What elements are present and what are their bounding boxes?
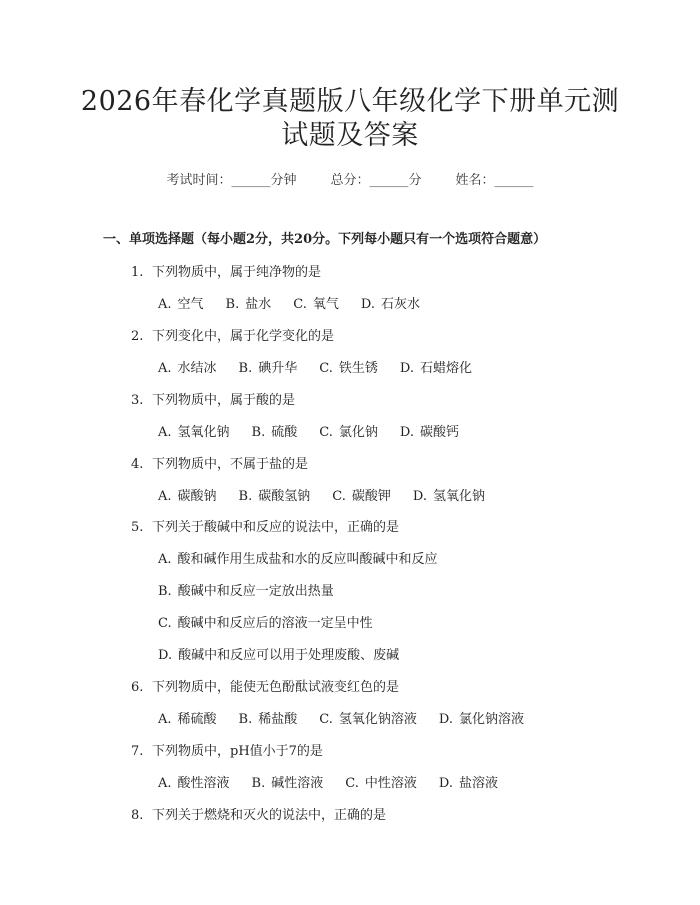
exam-name: 姓名：______	[455, 173, 534, 188]
option-a: A. 氢氧化钠	[158, 425, 230, 440]
question-text: 下列关于酸碱中和反应的说法中，正确的是	[152, 520, 400, 535]
option-b: B. 稀盐酸	[238, 712, 298, 727]
question-5-option-c: C. 酸碱中和反应后的溶液一定呈中性	[158, 616, 373, 631]
option-b: B. 盐水	[225, 297, 272, 312]
exam-score: 总分：______分	[330, 173, 422, 188]
question-5-option-b: B. 酸碱中和反应一定放出热量	[158, 584, 334, 599]
question-5-option-d: D. 酸碱中和反应可以用于处理废酸、废碱	[158, 648, 400, 663]
question-number: 5.	[131, 520, 144, 535]
question-text: 下列物质中，属于纯净物的是	[152, 265, 322, 280]
exam-time: 考试时间：______分钟	[166, 173, 297, 188]
question-5	[131, 516, 399, 535]
option-c: C. 铁生锈	[319, 361, 378, 376]
page-title-line1: 2026年春化学真题版八年级化学下册单元测	[80, 86, 620, 117]
exam-info	[0, 169, 700, 188]
option-c: C. 中性溶液	[345, 776, 417, 791]
option-d: D. 石蜡熔化	[399, 361, 472, 376]
option-a: A. 酸性溶液	[158, 776, 230, 791]
option-c: C. 氢氧化钠溶液	[319, 712, 417, 727]
page-title-line2: 试题及答案	[281, 120, 419, 151]
question-8	[131, 804, 386, 823]
question-1	[131, 261, 321, 280]
question-3	[131, 389, 295, 408]
option-b: B. 碘升华	[238, 361, 298, 376]
question-number: 3.	[131, 393, 144, 408]
question-6-options	[158, 708, 546, 727]
question-2	[131, 325, 334, 344]
question-number: 2.	[131, 329, 144, 344]
option-d: D. 碳酸钙	[399, 425, 459, 440]
question-text: 下列物质中，不属于盐的是	[152, 457, 309, 472]
question-number: 7.	[131, 744, 144, 759]
section-heading: 一、单项选择题（每小题2分，共20分。下列每小题只有一个选项符合题意）	[103, 232, 547, 247]
option-d: D. 盐溶液	[438, 776, 498, 791]
option-b: B. 碳酸氢钠	[238, 489, 311, 504]
option-a: A. 碳酸钠	[158, 489, 217, 504]
question-3-options	[158, 421, 481, 440]
question-7-options	[158, 772, 520, 791]
option-c: C. 氯化钠	[319, 425, 378, 440]
option-c: C. 碳酸钾	[332, 489, 391, 504]
option-b: B. 硫酸	[251, 425, 298, 440]
question-text: 下列物质中，属于酸的是	[152, 393, 296, 408]
option-d: D. 氢氧化钠	[412, 489, 485, 504]
question-2-options	[158, 357, 494, 376]
question-4	[131, 453, 308, 472]
question-number: 6.	[131, 680, 144, 695]
question-7	[131, 740, 323, 759]
option-a: A. 稀硫酸	[158, 712, 217, 727]
option-a: A. 水结冰	[158, 361, 217, 376]
option-a: A. 空气	[158, 297, 204, 312]
question-number: 1.	[131, 265, 144, 280]
option-b: B. 碱性溶液	[251, 776, 324, 791]
question-1-options	[158, 293, 442, 312]
question-text: 下列变化中，属于化学变化的是	[152, 329, 335, 344]
question-number: 4.	[131, 457, 144, 472]
question-text: 下列物质中，pH值小于7的是	[152, 744, 323, 759]
question-4-options	[158, 485, 507, 504]
question-number: 8.	[131, 808, 144, 823]
question-text: 下列关于燃烧和灭火的说法中，正确的是	[152, 808, 387, 823]
option-c: C. 氧气	[293, 297, 339, 312]
option-d: D. 氯化钠溶液	[438, 712, 524, 727]
question-6	[131, 676, 399, 695]
question-text: 下列物质中，能使无色酚酞试液变红色的是	[152, 680, 400, 695]
question-5-option-a: A. 酸和碱作用生成盐和水的反应叫酸碱中和反应	[158, 552, 438, 567]
option-d: D. 石灰水	[360, 297, 420, 312]
